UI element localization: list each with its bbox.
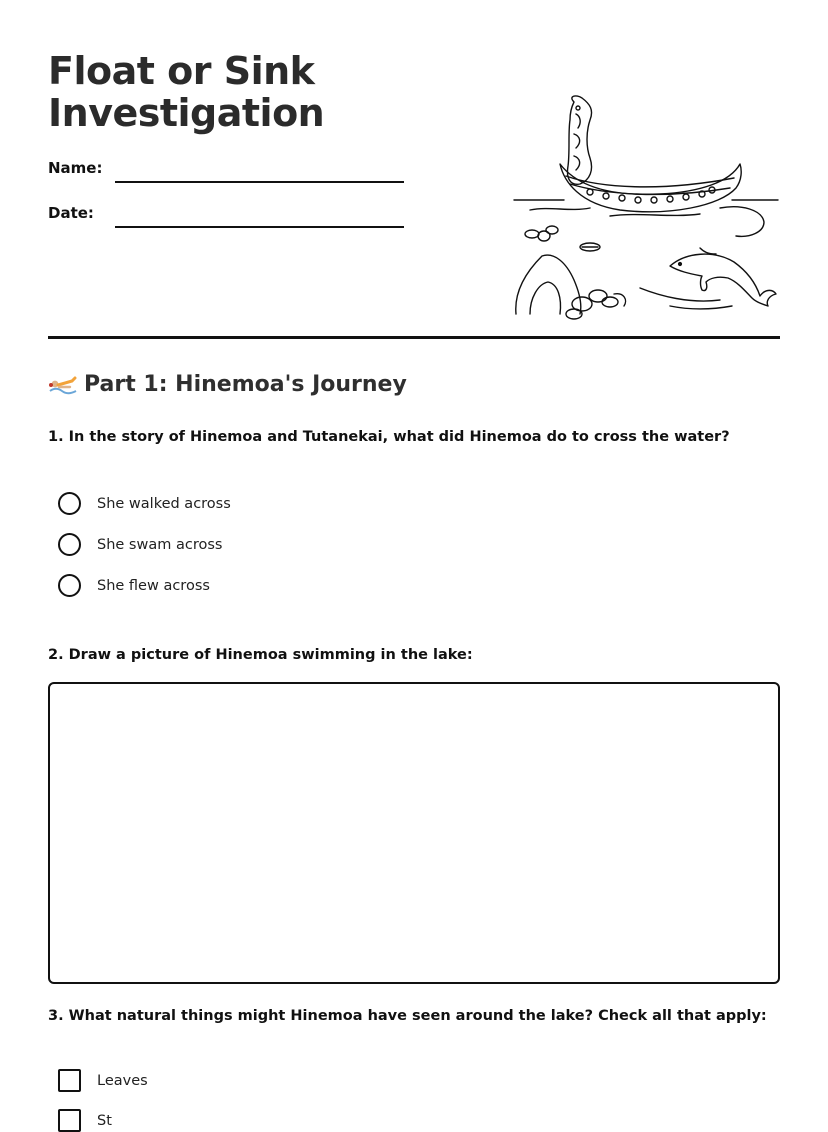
- checkbox[interactable]: [58, 1109, 81, 1132]
- part-1-heading-text: Part 1: Hinemoa's Journey: [84, 372, 407, 397]
- date-line[interactable]: [115, 226, 404, 228]
- radio-button[interactable]: [58, 533, 81, 556]
- q3-option-label: Leaves: [97, 1072, 148, 1089]
- worksheet-header: [48, 0, 780, 340]
- waka-dolphin-illustration: [510, 92, 782, 322]
- radio-button[interactable]: [58, 492, 81, 515]
- swimmer-icon: [48, 373, 78, 397]
- worksheet-page: [48, 0, 780, 1129]
- q1-option-walked[interactable]: [58, 492, 231, 515]
- part-1-heading: [48, 372, 407, 397]
- q3-option-label: St: [97, 1112, 112, 1129]
- drawing-area[interactable]: [48, 682, 780, 984]
- question-1: 1. In the story of Hinemoa and Tutanekai, what did Hinemoa do to cross the water?: [48, 429, 730, 445]
- name-label: Name:: [48, 159, 103, 177]
- q1-option-label: She flew across: [97, 577, 210, 594]
- checkbox[interactable]: [58, 1069, 81, 1092]
- q3-option-stones[interactable]: [58, 1109, 112, 1132]
- radio-button[interactable]: [58, 574, 81, 597]
- name-field-row: [48, 159, 404, 177]
- name-line[interactable]: [115, 181, 404, 183]
- q1-option-flew[interactable]: [58, 574, 210, 597]
- date-field-row: [48, 204, 404, 222]
- q1-option-label: She walked across: [97, 495, 231, 512]
- question-2: 2. Draw a picture of Hinemoa swimming in the lake:: [48, 647, 473, 663]
- q1-option-label: She swam across: [97, 536, 223, 553]
- title-line-2: Investigation: [48, 91, 325, 135]
- date-label: Date:: [48, 204, 94, 222]
- question-3: 3. What natural things might Hinemoa have seen around the lake? Check all that apply:: [48, 1008, 767, 1024]
- q1-option-swam[interactable]: [58, 533, 222, 556]
- q3-option-leaves[interactable]: [58, 1069, 148, 1092]
- header-divider: [48, 336, 780, 339]
- worksheet-title: [48, 50, 468, 134]
- title-line-1: Float or Sink: [48, 49, 315, 93]
